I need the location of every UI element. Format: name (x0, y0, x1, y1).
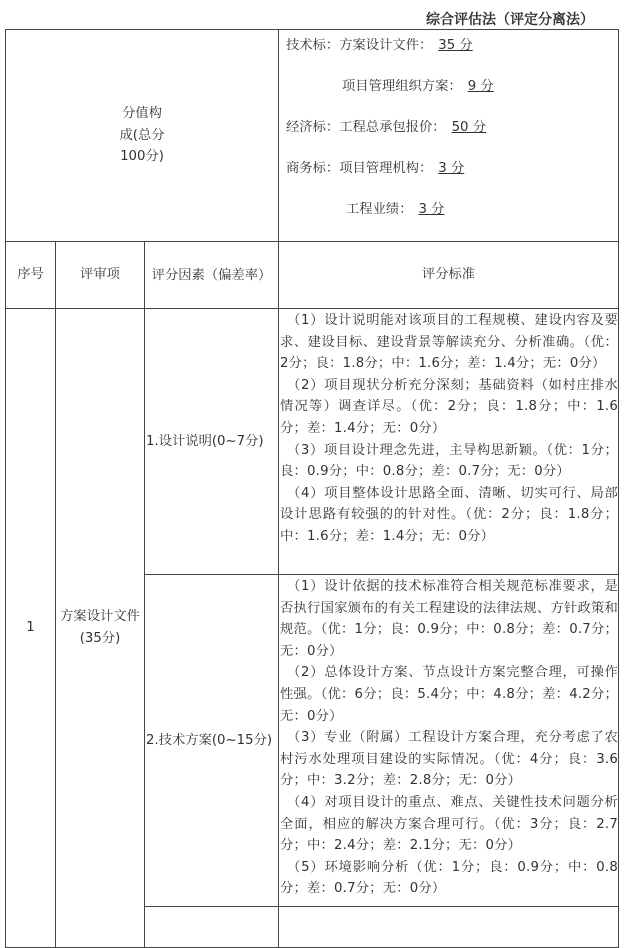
factor-continued (145, 907, 279, 948)
table-row (6, 309, 619, 575)
row-seq: 1 (6, 309, 56, 948)
score-line-organization: 商务标：项目管理机构： 3 分 (286, 161, 465, 176)
score-line-design: 技术标：方案设计文件： 35 分 (286, 38, 473, 53)
page-title: 综合评估法（评定分离法） (426, 12, 594, 28)
criteria-paragraph: （1）设计说明能对该项目的工程规模、建设内容及要求、建设目标、建设背景等解读充分、分析准确。（优：2分；良：1.8分；中：1.6分；差：1.4分；无：0分） (280, 313, 619, 372)
criteria-paragraph: （2）总体设计方案、节点设计方案完整合理，可操作性强。（优：6分；良：5.4分；中：4.8分；差：4.2分；无：0分） (280, 665, 619, 724)
score-label-line: 分值构 (122, 106, 162, 122)
score-line-performance: 工程业绩： 3 分 (346, 202, 445, 217)
header-seq: 序号 (6, 242, 56, 309)
factor-technical-plan: 2.技术方案(0~15分) (145, 575, 279, 907)
criteria-design-description (279, 309, 619, 575)
criteria-paragraph: （1）设计依据的技术标准符合相关规范标准要求，是否执行国家颁布的有关工程建设的法律法规、方针政策和规范。（优：1分；良：0.9分；中：0.8分；差：0.7分；无：0分） (280, 579, 619, 659)
criteria-paragraph: （4）项目整体设计思路全面、清晰、切实可行、局部设计思路有较强的的针对性。（优：2分；良：1.8分；中：1.6分；差：1.4分；无：0分） (280, 485, 619, 544)
score-structure-row (6, 30, 619, 242)
criteria-paragraph: （5）环境影响分析（优：1分；良：0.9分；中：0.8分；差：0.7分；无：0分） (280, 859, 619, 897)
score-structure-details (279, 30, 619, 242)
score-line-price: 经济标：工程总承包报价： 50 分 (286, 120, 487, 135)
header-row (6, 242, 619, 309)
factor-design-description: 1.设计说明(0~7分) (145, 309, 279, 575)
score-label-line: 成(总分 (119, 127, 165, 143)
criteria-technical-plan (279, 575, 619, 907)
criteria-paragraph: （3）项目设计理念先进，主导构思新颖。（优：1分；良：0.9分；中：0.8分；差：0.7分；无：0分） (280, 442, 619, 480)
score-label-line: 100分) (120, 149, 164, 165)
evaluation-table (5, 29, 619, 948)
criteria-paragraph: （3）专业（附属）工程设计方案合理，充分考虑了农村污水处理项目建设的实际情况。（优：4分；良：3.6分；中：3.2分；差：2.8分；无：0分） (280, 730, 619, 789)
header-factor: 评分因素（偏差率） (145, 242, 279, 309)
criteria-paragraph: （4）对项目设计的重点、难点、关键性技术问题分析全面，相应的解决方案合理可行。（优：3分；良：2.7分；中：2.4分；差：2.1分；无：0分） (280, 794, 619, 854)
row-item: 方案设计文件(35分) (56, 309, 145, 948)
header-standard: 评分标准 (279, 242, 619, 309)
score-structure-label (6, 30, 279, 242)
criteria-continued (279, 907, 619, 948)
criteria-paragraph: （2）项目现状分析充分深刻；基础资料（如村庄排水情况等）调查详尽。（优：2分；良：1.8分；中：1.6分；差：1.4分；无：0分） (280, 377, 619, 436)
score-line-management: 项目管理组织方案： 9 分 (342, 79, 494, 94)
header-item: 评审项 (56, 242, 145, 309)
